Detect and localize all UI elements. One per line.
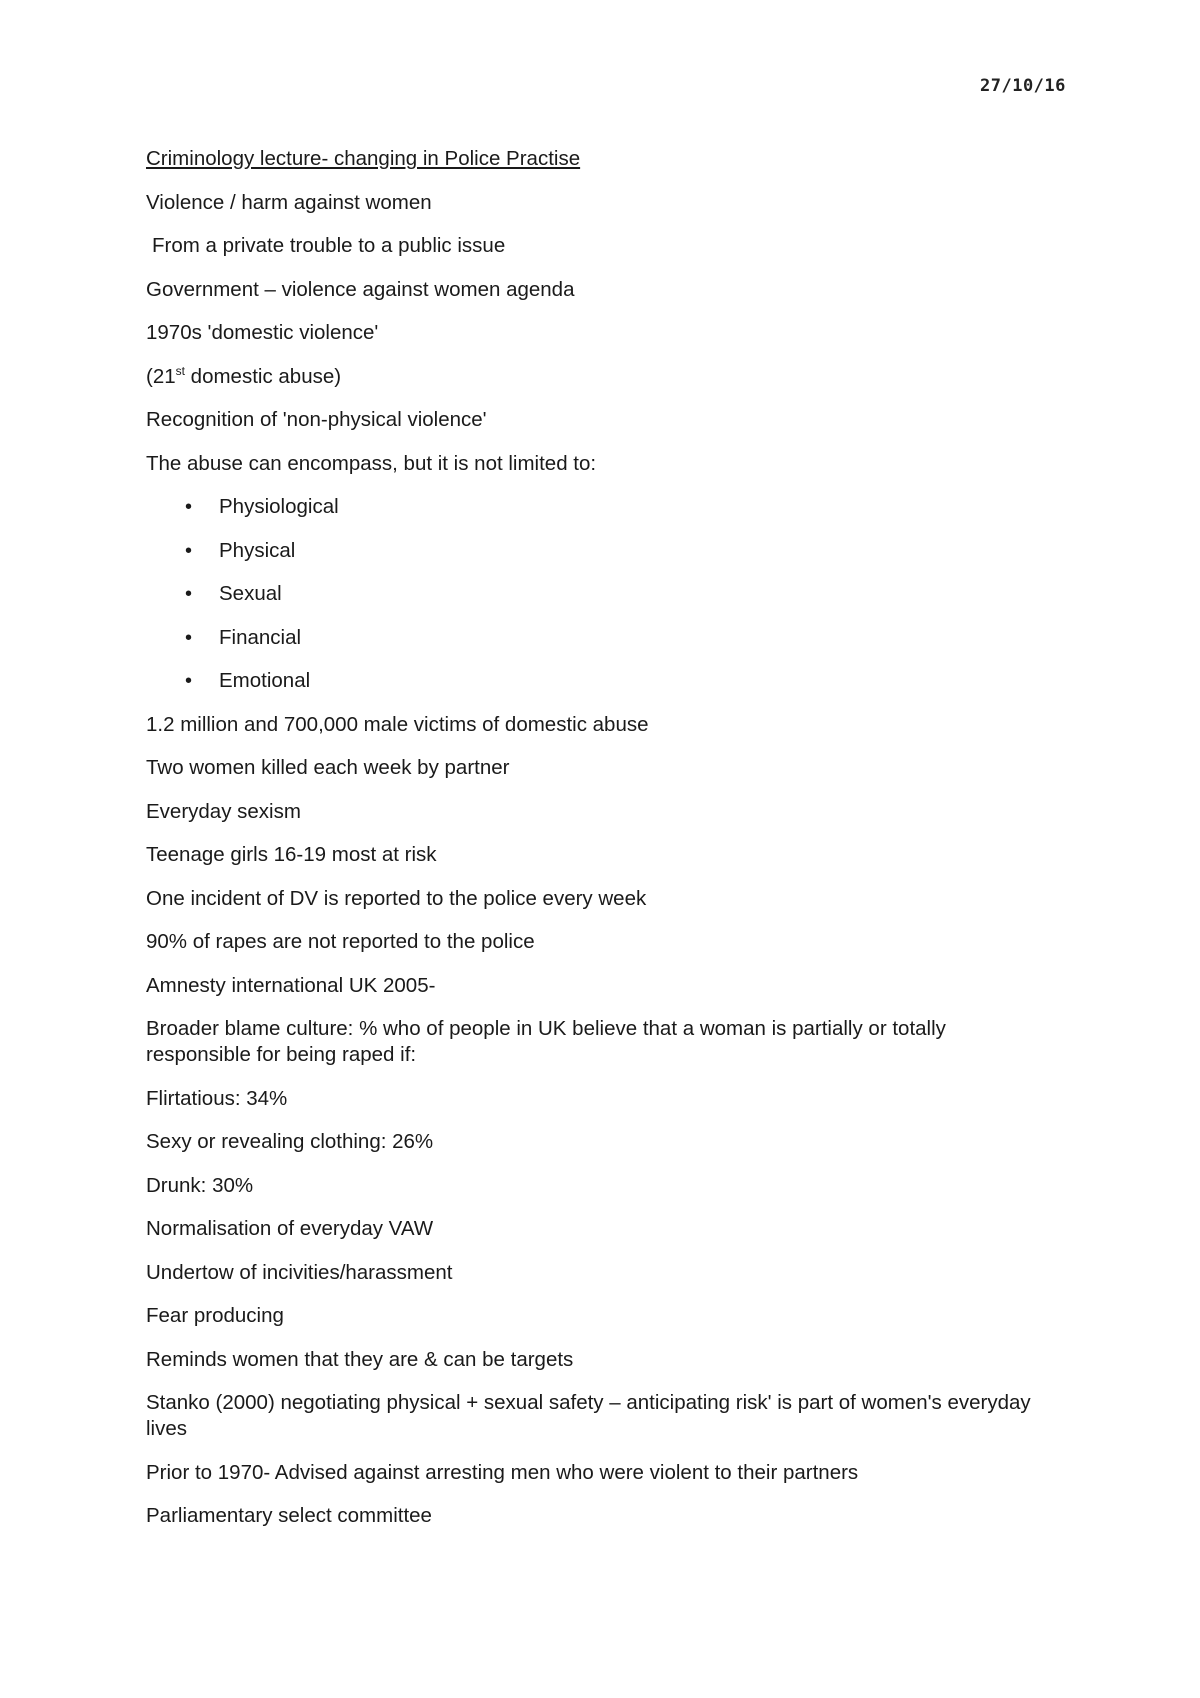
list-item xyxy=(185,538,1046,564)
text-line: 1970s 'domestic violence' xyxy=(146,321,379,344)
text-line: 1.2 million and 700,000 male victims of domestic abuse xyxy=(146,712,649,736)
text-line: Two women killed each week by partner xyxy=(146,756,510,779)
text-line: The abuse can encompass, but it is not limited to: xyxy=(146,451,597,475)
list-item-label: Physiological xyxy=(219,495,339,518)
list-item-label: Physical xyxy=(219,538,296,562)
document-body xyxy=(146,146,1046,1547)
text-line: Government – violence against women agenda xyxy=(146,277,575,301)
domestic-abuse-suffix: domestic abuse) xyxy=(184,364,342,388)
bullet-icon: • xyxy=(185,539,193,562)
text-line: Amnesty international UK 2005- xyxy=(146,973,436,997)
ordinal-superscript: st xyxy=(175,363,185,378)
domestic-abuse-line xyxy=(146,364,1046,390)
bullet-icon: • xyxy=(185,670,193,692)
text-line: Broader blame culture: % who of people in UK believe that a woman is partially or totally responsible for being raped if: xyxy=(146,1017,946,1066)
bullet-icon: • xyxy=(185,583,193,605)
bullet-icon: • xyxy=(185,626,193,649)
list-item-label: Financial xyxy=(219,625,302,649)
text-line: Drunk: 30% xyxy=(146,1173,254,1197)
text-line: Parliamentary select committee xyxy=(146,1504,432,1527)
text-line: Reminds women that they are & can be targets xyxy=(146,1347,574,1371)
text-line: Undertow of incivities/harassment xyxy=(146,1260,453,1284)
domestic-abuse-prefix: (21 xyxy=(146,364,176,388)
text-line: One incident of DV is reported to the police every week xyxy=(146,886,647,910)
list-item xyxy=(185,625,1046,651)
text-line: Everyday sexism xyxy=(146,799,301,823)
text-line: Normalisation of everyday VAW xyxy=(146,1217,434,1240)
text-line: Fear producing xyxy=(146,1304,284,1327)
abuse-types-list xyxy=(146,494,1046,694)
text-line: Violence / harm against women xyxy=(146,190,432,214)
list-item xyxy=(185,494,1046,520)
document-date: 27/10/16 xyxy=(980,76,1066,96)
list-item-label: Sexual xyxy=(219,582,282,605)
text-line: From a private trouble to a public issue xyxy=(152,234,506,257)
text-line: 90% of rapes are not reported to the police xyxy=(146,930,535,953)
text-line: Stanko (2000) negotiating physical + sexual safety – anticipating risk' is part of women's everyday lives xyxy=(146,1391,1031,1440)
list-item xyxy=(185,581,1046,607)
text-line: Teenage girls 16-19 most at risk xyxy=(146,843,437,866)
text-line: Recognition of 'non-physical violence' xyxy=(146,408,487,431)
text-line: Prior to 1970- Advised against arresting men who were violent to their partners xyxy=(146,1460,859,1484)
text-line: Sexy or revealing clothing: 26% xyxy=(146,1130,434,1153)
text-line: Flirtatious: 34% xyxy=(146,1086,288,1110)
bullet-icon: • xyxy=(185,496,193,518)
list-item xyxy=(185,668,1046,694)
list-item-label: Emotional xyxy=(219,669,311,692)
document-title: Criminology lecture- changing in Police Practise xyxy=(146,147,581,170)
